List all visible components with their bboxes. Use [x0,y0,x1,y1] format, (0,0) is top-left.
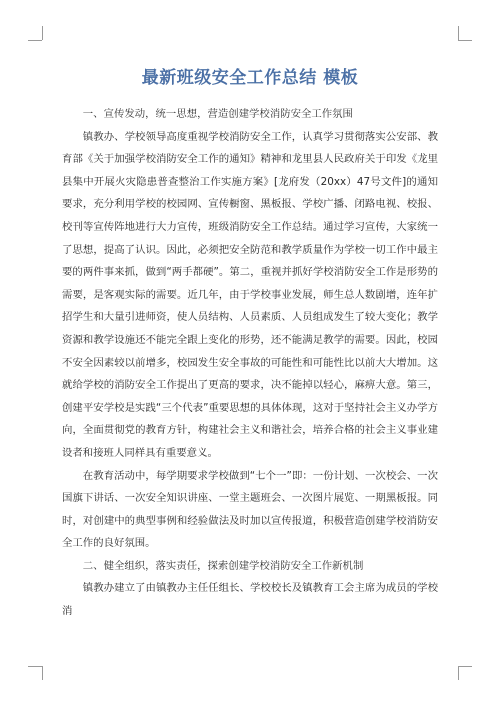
body-paragraph-3: 镇教办建立了由镇教办主任任组长、学校校长及镇教育工会主席为成员的学校消 [62,582,438,618]
crop-mark-bottom-right [458,666,459,680]
crop-mark-top-left [28,40,42,41]
section-heading-2: 二、健全组织，落实责任，探索创建学校消防安全工作新机制 [82,559,364,572]
document-title: 最新班级安全工作总结 模板 [141,68,359,88]
document-body [62,103,438,623]
crop-mark-bottom-left [28,666,42,667]
crop-mark-bottom-left [42,666,43,680]
body-paragraph-1: 镇教办、学校领导高度重视学校消防安全工作，认真学习贯彻落实公安部、教育部《关于加强学校消防安全工作的通知》精神和龙里县人民政府关于印发《龙里县集中开展火灾隐患普查整治工作实施方案》[龙府发（20xx）47号文件]的通知要求，充分利用学校的校园网、宣传橱窗、黑板报、学校广播、闭路电视、校报、校刊等宣传阵地进行大力宣传，班级消防安全工作总结。通过学习宣传，大家统一了思想，提高了认识。因此，必须把安全防范和教学质量作为学校一切工作中最主要的两件事来抓，做到“两手都硬”。第二，重视并抓好学校消防安全工作是形势的需要，是客观实际的需要。近几年，由于学校事业发展，师生总人数剧增，连年扩招学生和大量引进师资，使人员结构、人员素质、人员组成发生了较大变化；教学资源和教学设施还不能完全跟上变化的形势，还不能满足教学的需要。因此，校园不安全因素较以前增多，校园发生安全事故的可能性和可能性比以前大大增加。这就给学校的消防安全工作提出了更高的要求，决不能掉以轻心，麻痹大意。第三，创建平安学校是实践“三个代表”重要思想的具体体现，这对于坚持社会主义办学方向，全面贯彻党的教育方针，构建社会主义和谐社会，培养合格的社会主义事业建设者和接班人同样具有重要意义。 [62,130,438,459]
crop-mark-top-left [42,26,43,40]
crop-mark-top-right [458,26,459,40]
section-heading-1: 一、宣传发动，统一思想，营造创建学校消防安全工作氛围 [82,108,353,120]
crop-mark-top-right [458,40,472,41]
body-paragraph-2: 在教育活动中，每学期要求学校做到“七个一”即：一份计划、一次校会、一次国旗下讲话、一次安全知识讲座、一堂主题班会、一次图片展览、一期黑板报。同时，对创建中的典型事例和经验做法及时加以宣传报道，积极营造创建学校消防安全工作的良好氛围。 [62,469,438,550]
crop-mark-bottom-right [458,666,472,667]
